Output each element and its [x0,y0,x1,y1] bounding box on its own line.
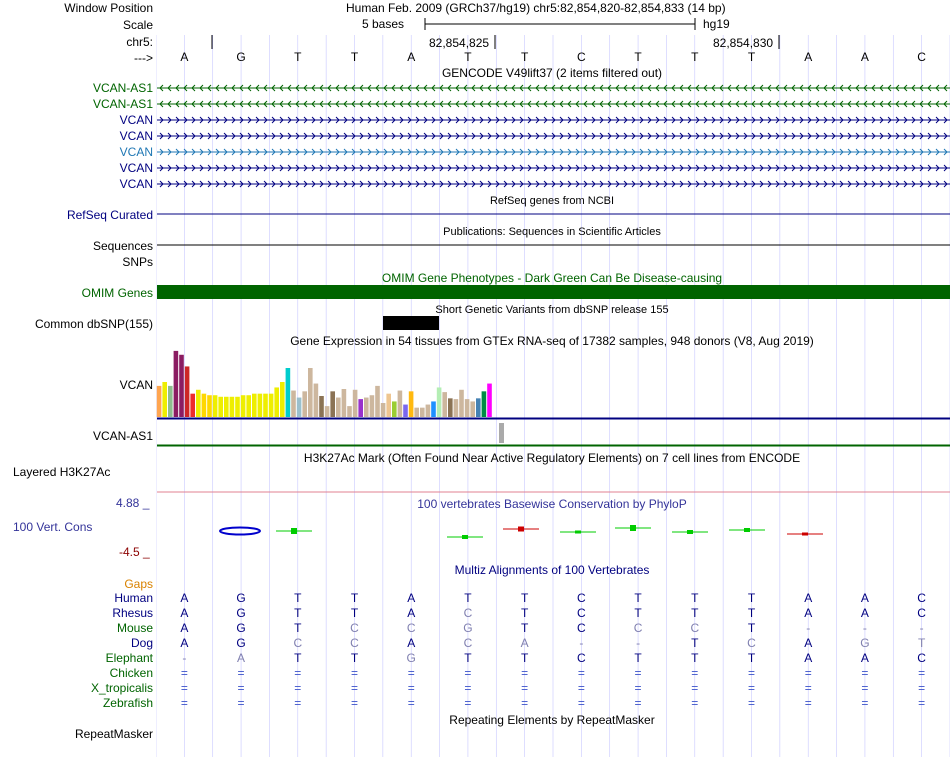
gencode-transcript-line [157,133,950,139]
gtex-bar [286,368,291,417]
gtex-track-title[interactable]: Gene Expression in 54 tissues from GTEx RNA-seq of 17382 samples, 948 donors (V8, Aug 2019) [290,334,814,348]
alignment-base: A [860,651,869,665]
alignment-base: = [691,696,699,710]
gencode-transcript-line [157,101,950,107]
gtex-bar [375,386,380,417]
alignment-base: T [294,621,302,635]
alignment-base: G [406,651,416,665]
alignment-base: T [634,606,642,620]
alignment-base: A [180,591,189,605]
gtex-bar [342,389,347,417]
base-letter: A [407,50,416,64]
alignment-base: T [294,591,302,605]
gtex-bar [174,351,179,417]
gtex-bar [224,397,229,417]
gtex-bar [308,368,313,417]
gencode-transcript-line [157,117,950,123]
alignment-base: = [861,666,869,680]
gtex-bar [442,392,447,417]
gencode-transcript-line [157,149,950,155]
gtex-bar [454,399,459,417]
gtex-bar [347,406,352,417]
base-letter: A [860,50,869,64]
dbsnp-track-title[interactable]: Short Genetic Variants from dbSNP release 155 [435,304,669,316]
alignment-base: = [634,696,642,710]
alignment-base: = [237,696,245,710]
refseq-label[interactable]: RefSeq Curated [66,208,153,222]
gtex-bar [190,394,195,417]
chrom-label: chr5: [126,35,153,49]
gtex-bar [465,399,470,417]
phylop-mark-block [291,528,297,534]
species-label: Mouse [116,621,153,635]
phylop-mark-block [575,531,581,534]
gtex-bar [476,398,481,417]
alignment-base: = [747,681,756,695]
base-letter: T [294,50,302,64]
gencode-transcript-label[interactable]: VCAN [119,145,153,159]
alignment-base: = [464,696,472,710]
repeatmasker-label[interactable]: RepeatMasker [74,727,153,741]
gtex-bar [314,384,319,417]
alignment-base: = [294,666,302,680]
base-letter: C [577,50,586,64]
alignment-base: C [747,636,756,650]
gencode-transcript-line [157,165,950,171]
alignment-base: = [237,681,245,695]
alignment-base: = [294,696,302,710]
strand-label: ---> [134,51,153,65]
species-label: Human [114,591,153,605]
gencode-transcript-label[interactable]: VCAN [119,113,153,127]
alignment-base: T [747,606,756,620]
species-label: Dog [130,636,153,650]
alignment-base: A [407,636,416,650]
species-label: Chicken [109,666,153,680]
alignment-base: T [691,591,699,605]
alignment-base: C [463,606,473,620]
alignment-base: A [407,606,416,620]
gencode-transcript-label[interactable]: VCAN [119,161,153,175]
alignment-base: A [180,621,189,635]
alignment-base: T [464,591,472,605]
alignment-base: T [691,651,699,665]
gtex-bar [235,397,240,417]
alignment-base: T [747,591,756,605]
base-letter: T [350,50,359,64]
phylop-mark-block [518,527,524,532]
gtex-bar [370,395,375,417]
alignment-base: C [293,636,303,650]
gencode-transcript-line [157,181,950,187]
base-letter: G [236,50,246,64]
alignment-base: = [180,681,188,695]
alignment-base: T [464,651,472,665]
gtex-bar [386,394,391,417]
sequences-label[interactable]: Sequences [92,239,153,253]
alignment-base: T [634,591,642,605]
gaps-label: Gaps [124,577,153,591]
alignment-base: = [634,681,642,695]
alignment-base: C [917,606,926,620]
gencode-transcript-label[interactable]: VCAN [119,177,153,191]
phylop-marks [220,525,823,539]
alignment-base: C [577,621,586,635]
alignment-base: T [634,651,642,665]
alignment-base: = [464,666,472,680]
alignment-base: G [236,636,246,650]
alignment-base: T [691,636,699,650]
alignment-base: = [407,696,415,710]
alignment-base: G [463,621,473,635]
gtex-bar [420,408,425,417]
gtex-vcan-as1-bar [499,423,504,443]
alignment-base: T [917,636,926,650]
alignment-base: = [691,681,699,695]
species-label: Zebrafish [102,696,153,710]
snps-label[interactable]: SNPs [122,255,153,269]
species-label: Rhesus [112,606,153,620]
alignment-base: = [180,666,188,680]
gtex-vcan-as1-label[interactable]: VCAN-AS1 [92,429,153,443]
phylop-label[interactable]: 100 Vert. Cons [13,520,93,534]
alignment-base: A [407,591,416,605]
alignment-base: = [464,681,472,695]
gencode-transcript-label[interactable]: VCAN-AS1 [92,81,153,95]
gtex-bar [185,366,190,417]
gtex-bar [230,397,235,417]
alignment-base: = [747,696,756,710]
alignment-base: T [350,606,359,620]
gtex-bar [487,384,492,417]
gtex-bar [364,398,369,417]
refseq-track-title[interactable]: RefSeq genes from NCBI [489,195,615,207]
alignment-base: G [860,636,870,650]
gtex-bar [403,405,408,417]
alignment-base: = [804,696,812,710]
alignment-base: - [579,636,584,650]
gtex-bar [213,395,218,417]
gtex-bar [241,395,246,417]
alignment-base: = [861,696,869,710]
alignment-base: C [406,621,416,635]
alignment-base: = [350,666,359,680]
assembly-label: hg19 [703,17,730,31]
gtex-bar [291,391,296,417]
alignment-base: = [918,681,926,695]
gtex-bar [325,406,330,417]
alignment-base: = [521,696,529,710]
phylop-mark-block [630,525,636,531]
alignment-base: C [690,621,700,635]
multiz-track-title[interactable]: Multiz Alignments of 100 Vertebrates [454,563,650,577]
alignment-base: A [804,636,813,650]
alignment-base: T [520,621,529,635]
alignment-base: = [180,696,188,710]
gtex-bars [157,351,492,417]
base-letter: T [634,50,642,64]
alignment-base: = [407,666,415,680]
omim-track-title[interactable]: OMIM Gene Phenotypes - Dark Green Can Be Disease-causing [381,271,723,285]
alignment-base: A [520,636,529,650]
h3k27ac-label[interactable]: Layered H3K27Ac [13,465,111,479]
gtex-bar [297,398,302,417]
publications-track-title[interactable]: Publications: Sequences in Scientific Articles [443,226,661,238]
gtex-bar [258,394,263,417]
gtex-bar [202,394,207,417]
phylop-track-title[interactable]: 100 vertebrates Basewise Conservation by PhyloP [417,497,687,511]
alignment-base: = [747,666,756,680]
h3k27ac-track-title[interactable]: H3K27Ac Mark (Often Found Near Active Regulatory Elements) on 7 cell lines from ENCODE [303,451,801,465]
gencode-transcript-label[interactable]: VCAN [119,129,153,143]
gtex-bar [409,391,414,417]
alignment-base: G [236,606,246,620]
base-letter: C [917,50,926,64]
alignment-base: T [294,651,302,665]
repeatmasker-track-title[interactable]: Repeating Elements by RepeatMasker [449,713,655,727]
alignment-base: G [236,621,246,635]
alignment-base: T [350,651,359,665]
alignment-base: A [860,606,869,620]
alignment-base: T [520,651,529,665]
alignment-base: A [180,636,189,650]
gtex-bar [431,401,436,417]
gtex-bar [448,398,453,417]
alignment-base: = [804,681,812,695]
gtex-bar [252,394,257,417]
alignment-base: T [520,591,529,605]
scale-text: 5 bases [362,17,405,31]
alignment-base: = [918,696,926,710]
gtex-bar [162,382,167,417]
alignment-base: - [806,621,811,635]
alignment-base: A [804,606,813,620]
alignment-base: = [350,696,359,710]
gtex-bar [459,390,464,417]
gtex-bar [302,391,307,417]
phylop-max-label: 4.88 _ [116,496,150,510]
gtex-bar [168,386,173,417]
gtex-bar [414,408,419,417]
omim-bar [157,285,950,299]
gtex-bar [482,391,487,417]
gtex-bar [269,394,274,417]
phylop-mark-block [744,528,750,532]
gtex-bar [179,355,184,417]
alignment-base: C [577,606,586,620]
window-position-value: Human Feb. 2009 (GRCh37/hg19) chr5:82,854,820-82,854,833 (14 bp) [346,1,726,15]
alignment-base: T [691,606,699,620]
alignment-base: C [463,636,473,650]
gtex-bar [426,405,431,417]
base-letter: A [180,50,189,64]
ruler [212,18,779,49]
alignment-base: = [407,681,415,695]
alignment-base: A [180,606,189,620]
alignment-base: = [804,666,812,680]
coord-830: 82,854,830 [713,36,774,50]
gtex-bar [218,397,223,417]
alignment-base: T [747,651,756,665]
coord-825: 82,854,825 [429,36,490,50]
omim-label[interactable]: OMIM Genes [81,286,153,300]
base-letter: A [804,50,813,64]
gtex-bar [336,398,341,417]
alignment-base: = [918,666,926,680]
alignment-base: T [520,606,529,620]
dbsnp-variant-block [383,316,439,330]
dbsnp-label[interactable]: Common dbSNP(155) [34,317,153,331]
phylop-mark-block [462,535,468,539]
base-letter: T [520,50,529,64]
gtex-bar [263,394,268,417]
species-label: Elephant [105,651,153,665]
alignment-base: = [577,666,585,680]
phylop-min-label: -4.5 _ [119,545,150,559]
alignment-base: C [577,591,586,605]
alignment-base: - [862,621,867,635]
gtex-vcan-label[interactable]: VCAN [119,378,153,392]
phylop-logo-g [220,528,260,535]
window-position-label: Window Position [64,1,153,15]
alignment-base: C [350,636,359,650]
gtex-bar [157,386,162,417]
gtex-bar [358,399,363,417]
gtex-bar [330,391,335,417]
gtex-bar [353,390,358,417]
alignment-base: = [237,666,245,680]
gtex-bar [274,387,279,417]
base-letter: T [691,50,699,64]
alignment-base: C [917,651,926,665]
alignment-base: - [182,651,187,665]
gtex-bar [246,395,251,417]
base-letter: T [464,50,472,64]
alignment-base: - [636,636,641,650]
base-letter: T [747,50,756,64]
alignment-base: T [350,591,359,605]
gtex-bar [280,382,285,417]
species-label: X_tropicalis [90,681,153,695]
scale-label: Scale [122,18,153,32]
gencode-transcript-line [157,85,950,91]
phylop-mark-block [802,533,808,536]
gtex-bar [392,401,397,417]
alignment-base: = [521,681,529,695]
alignment-base: A [804,651,813,665]
alignment-base: T [747,621,756,635]
gtex-bar [381,403,386,417]
alignment-base: A [804,591,813,605]
gtex-bar [470,401,475,417]
alignment-base: = [691,666,699,680]
alignment-base: A [860,591,869,605]
gtex-bar [398,391,403,417]
alignment-base: C [633,621,643,635]
alignment-base: C [350,621,359,635]
gencode-transcript-label[interactable]: VCAN-AS1 [92,97,153,111]
gtex-bar [319,396,324,417]
alignment-base: - [919,621,924,635]
alignment-base: = [861,681,869,695]
alignment-base: = [634,666,642,680]
alignment-base: = [350,681,359,695]
alignment-base: = [577,696,585,710]
alignment-base: C [917,591,926,605]
alignment-base: A [237,651,246,665]
alignment-base: C [577,651,586,665]
alignment-base: = [577,681,585,695]
gtex-bar [196,390,201,417]
gencode-track-title[interactable]: GENCODE V49lift37 (2 items filtered out) [441,66,663,80]
gtex-bar [437,387,442,417]
gtex-bar [207,395,212,417]
alignment-base: = [521,666,529,680]
alignment-base: G [236,591,246,605]
phylop-mark-block [687,530,693,534]
alignment-base: T [294,606,302,620]
alignment-base: = [294,681,302,695]
